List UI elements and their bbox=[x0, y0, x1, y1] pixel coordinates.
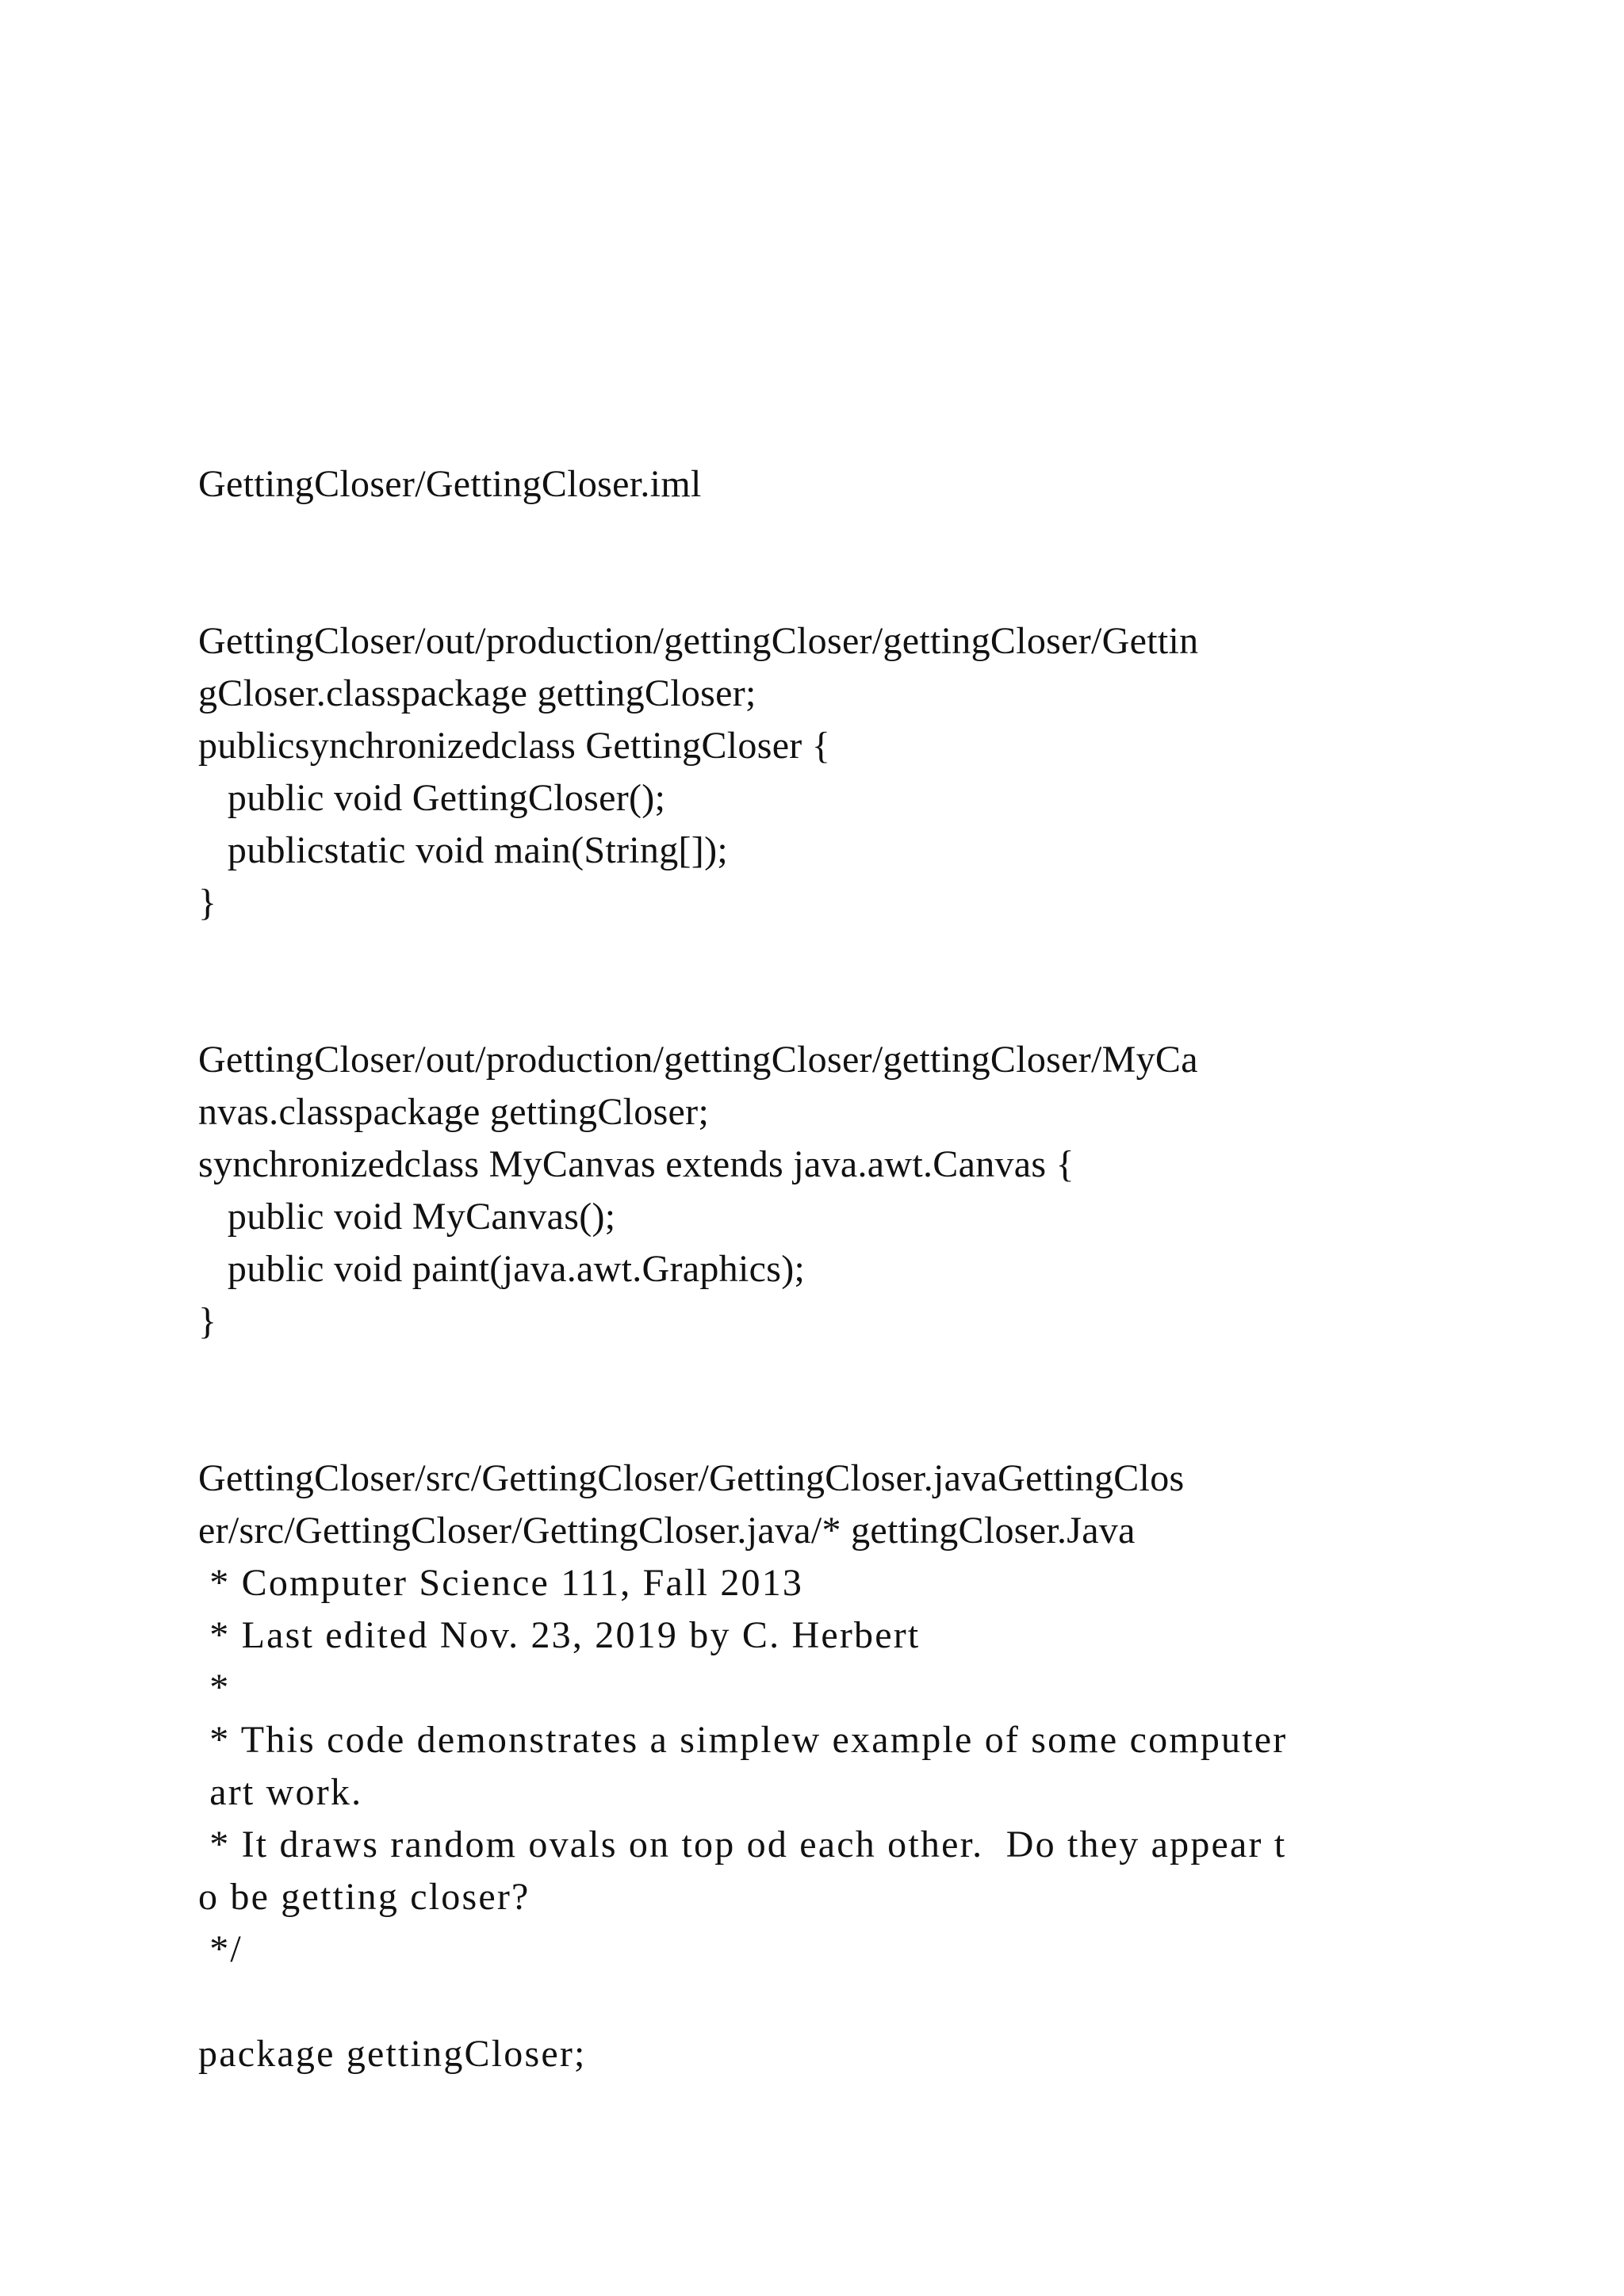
text-line: publicstatic void main(String[]); bbox=[198, 829, 729, 871]
text-line: synchronizedclass MyCanvas extends java.awt.Canvas { bbox=[198, 1143, 1075, 1185]
text-line: public void paint(java.awt.Graphics); bbox=[198, 1248, 806, 1290]
text-line: */ bbox=[198, 1928, 243, 1970]
text-line: GettingCloser/out/production/gettingCloser/gettingCloser/Gettin bbox=[198, 620, 1199, 662]
text-line: public void GettingCloser(); bbox=[198, 777, 666, 819]
blank-line bbox=[198, 1348, 1507, 1400]
text-line: } bbox=[198, 882, 217, 924]
text-line: * Last edited Nov. 23, 2019 by C. Herbert bbox=[198, 1614, 921, 1656]
text-line: * This code demonstrates a simplew example of some computer bbox=[198, 1719, 1288, 1761]
text-line: * It draws random ovals on top od each other. Do they appear t bbox=[198, 1823, 1287, 1866]
text-line: GettingCloser/GettingCloser.iml bbox=[198, 463, 702, 505]
blank-line bbox=[198, 1400, 1507, 1452]
blank-line bbox=[198, 929, 1507, 982]
blank-line bbox=[198, 563, 1507, 615]
text-line: o be getting closer? bbox=[198, 1876, 530, 1918]
text-line: * bbox=[198, 1667, 231, 1709]
blank-line bbox=[198, 982, 1507, 1034]
text-line: public void MyCanvas(); bbox=[198, 1196, 616, 1238]
text-line: er/src/GettingCloser/GettingCloser.java/* gettingCloser.Java bbox=[198, 1510, 1136, 1552]
text-line: publicsynchronizedclass GettingCloser { bbox=[198, 725, 831, 767]
text-line: package gettingCloser; bbox=[198, 2033, 587, 2075]
text-line: GettingCloser/src/GettingCloser/GettingCloser.javaGettingClos bbox=[198, 1457, 1185, 1499]
text-line: GettingCloser/out/production/gettingCloser/gettingCloser/MyCa bbox=[198, 1039, 1198, 1081]
text-line: art work. bbox=[198, 1771, 363, 1813]
text-line: } bbox=[198, 1300, 217, 1342]
text-line: * Computer Science 111, Fall 2013 bbox=[198, 1562, 804, 1604]
blank-line bbox=[198, 1976, 1507, 2028]
document-body bbox=[198, 458, 1507, 2080]
text-line: nvas.classpackage gettingCloser; bbox=[198, 1091, 710, 1133]
text-line: gCloser.classpackage gettingCloser; bbox=[198, 672, 756, 714]
blank-line bbox=[198, 511, 1507, 563]
